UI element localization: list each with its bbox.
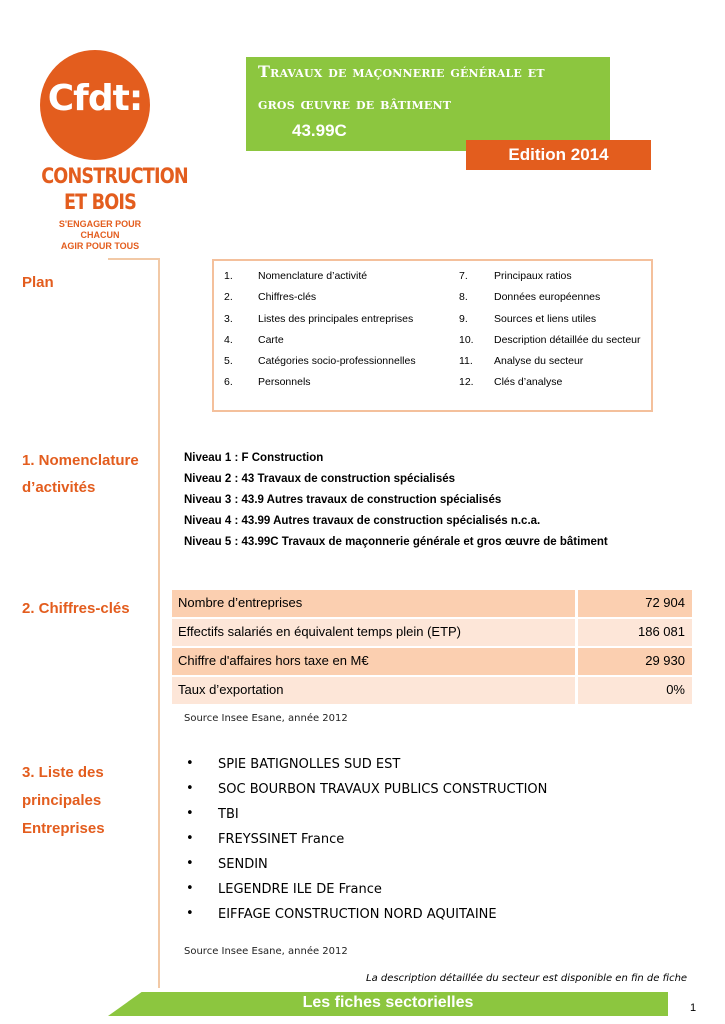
plan-item xyxy=(459,287,647,308)
section-entreprises-line-3: Entreprises xyxy=(22,820,105,837)
plan-item-label: Personnels xyxy=(258,376,311,389)
company-name: LEGENDRE ILE DE France xyxy=(218,882,382,897)
key-figure-label-cell xyxy=(172,619,575,646)
plan-column-right xyxy=(459,266,647,394)
key-figure-value: 29 930 xyxy=(645,653,685,668)
bullet-icon: • xyxy=(186,831,194,846)
plan-item-label: Données européennes xyxy=(494,291,601,304)
key-figures-row xyxy=(172,590,692,617)
plan-item xyxy=(224,351,434,372)
title-line-2: gros œuvre de bâtiment xyxy=(258,94,452,113)
bullet-icon: • xyxy=(186,906,194,921)
logo-tagline-1: S'ENGAGER POUR CHACUN xyxy=(58,219,142,240)
nomenclature-level-4: Niveau 4 : 43.99 Autres travaux de construction spécialisés n.c.a. xyxy=(184,515,541,527)
company-name: EIFFAGE CONSTRUCTION NORD AQUITAINE xyxy=(218,907,497,922)
plan-item-number: 10. xyxy=(459,333,474,346)
footnote-description: La description détaillée du secteur est disponible en fin de fiche xyxy=(366,973,688,984)
plan-item-label: Clés d’analyse xyxy=(494,376,563,389)
section-plan: Plan xyxy=(22,274,54,291)
section-nomenclature-line-2: d’activités xyxy=(22,479,96,496)
plan-item-label: Analyse du secteur xyxy=(494,355,584,368)
nomenclature-level-5: Niveau 5 : 43.99C Travaux de maçonnerie générale et gros œuvre de bâtiment xyxy=(184,536,608,548)
plan-item-label: Sources et liens utiles xyxy=(494,312,597,325)
plan-item xyxy=(459,351,647,372)
plan-item-number: 11. xyxy=(459,355,473,368)
plan-item-number: 2. xyxy=(224,291,233,304)
company-name: FREYSSINET France xyxy=(218,832,345,847)
title-line-1: Travaux de maçonnerie générale et xyxy=(258,62,545,81)
key-figure-label: Effectifs salariés en équivalent temps plein (ETP) xyxy=(178,624,462,639)
key-figure-label: Chiffre d'affaires hors taxe en M€ xyxy=(178,653,369,668)
nomenclature-level-3: Niveau 3 : 43.9 Autres travaux de construction spécialisés xyxy=(184,494,502,506)
company-name: SOC BOURBON TRAVAUX PUBLICS CONSTRUCTION xyxy=(218,782,548,797)
plan-item xyxy=(224,287,434,308)
nomenclature-level-2: Niveau 2 : 43 Travaux de construction spécialisés xyxy=(184,473,456,485)
plan-item-number: 8. xyxy=(459,291,468,304)
plan-item-label: Carte xyxy=(258,333,284,346)
company-name: SENDIN xyxy=(218,857,268,872)
divider-vertical xyxy=(158,258,160,988)
plan-item-number: 6. xyxy=(224,376,233,389)
plan-item xyxy=(224,309,434,330)
logo-construction: CONSTRUCTION xyxy=(41,164,188,188)
key-figure-value-cell xyxy=(578,677,692,704)
key-figure-value: 0% xyxy=(666,682,685,697)
key-figure-label-cell xyxy=(172,590,575,617)
source-note-key-figures: Source Insee Esane, année 2012 xyxy=(184,713,348,724)
footer-title: Les fiches sectorielles xyxy=(302,994,474,1011)
plan-item-label: Listes des principales entreprises xyxy=(258,312,414,325)
section-entreprises-line-2: principales xyxy=(22,792,102,809)
section-nomenclature-line-1: 1. Nomenclature xyxy=(22,452,139,469)
section-entreprises-line-1: 3. Liste des xyxy=(22,764,104,781)
plan-item-number: 9. xyxy=(459,312,468,325)
plan-item-number: 4. xyxy=(224,333,233,346)
plan-item-label: Nomenclature d’activité xyxy=(258,270,368,282)
plan-item-label: Chiffres-clés xyxy=(258,291,317,304)
key-figure-value: 186 081 xyxy=(638,624,685,639)
plan-item xyxy=(224,372,434,393)
key-figures-row xyxy=(172,648,692,675)
plan-item-number: 7. xyxy=(459,270,468,282)
bullet-icon: • xyxy=(186,856,194,871)
key-figure-label-cell xyxy=(172,648,575,675)
plan-item-label: Catégories socio-professionnelles xyxy=(258,355,416,368)
plan-item xyxy=(459,330,647,351)
section-entreprises xyxy=(22,759,105,843)
logo-tagline-2: AGIR POUR TOUS xyxy=(60,241,140,251)
logo-et-bois: ET BOIS xyxy=(63,190,137,214)
section-nomenclature xyxy=(22,447,139,501)
plan-item-label: Description détaillée du secteur xyxy=(494,333,641,346)
company-name: SPIE BATIGNOLLES SUD EST xyxy=(218,757,401,772)
key-figures-row xyxy=(172,619,692,646)
key-figure-value: 72 904 xyxy=(645,595,685,610)
plan-item-label: Principaux ratios xyxy=(494,270,572,282)
logo-mark: Cfdt: xyxy=(47,78,143,119)
bullet-icon: • xyxy=(186,781,194,796)
bullet-icon: • xyxy=(186,881,194,896)
company-name: TBI xyxy=(218,807,239,822)
section-chiffres-cles: 2. Chiffres-clés xyxy=(22,600,130,617)
plan-column-left xyxy=(224,266,434,394)
key-figure-label-cell xyxy=(172,677,575,704)
plan-item-number: 12. xyxy=(459,376,474,389)
plan-item-number: 5. xyxy=(224,355,233,368)
plan-item-number: 1. xyxy=(224,270,233,282)
key-figures-row xyxy=(172,677,692,704)
plan-item xyxy=(459,372,647,393)
plan-item xyxy=(459,266,647,287)
nomenclature-level-1: Niveau 1 : F Construction xyxy=(184,452,324,464)
key-figure-value-cell xyxy=(578,590,692,617)
source-note-companies: Source Insee Esane, année 2012 xyxy=(184,946,348,957)
bullet-icon: • xyxy=(186,806,194,821)
plan-item xyxy=(224,266,434,287)
key-figure-label: Nombre d’entreprises xyxy=(178,595,303,610)
key-figure-value-cell xyxy=(578,648,692,675)
page-number: 1 xyxy=(690,1002,697,1014)
divider-top xyxy=(108,258,158,260)
plan-item xyxy=(459,309,647,330)
edition-label: Edition 2014 xyxy=(508,145,609,164)
title-code: 43.99C xyxy=(292,121,347,140)
plan-item xyxy=(224,330,434,351)
logo-tagline xyxy=(40,219,160,252)
key-figure-label: Taux d’exportation xyxy=(178,682,284,697)
plan-item-number: 3. xyxy=(224,312,233,325)
bullet-icon: • xyxy=(186,756,194,771)
key-figure-value-cell xyxy=(578,619,692,646)
